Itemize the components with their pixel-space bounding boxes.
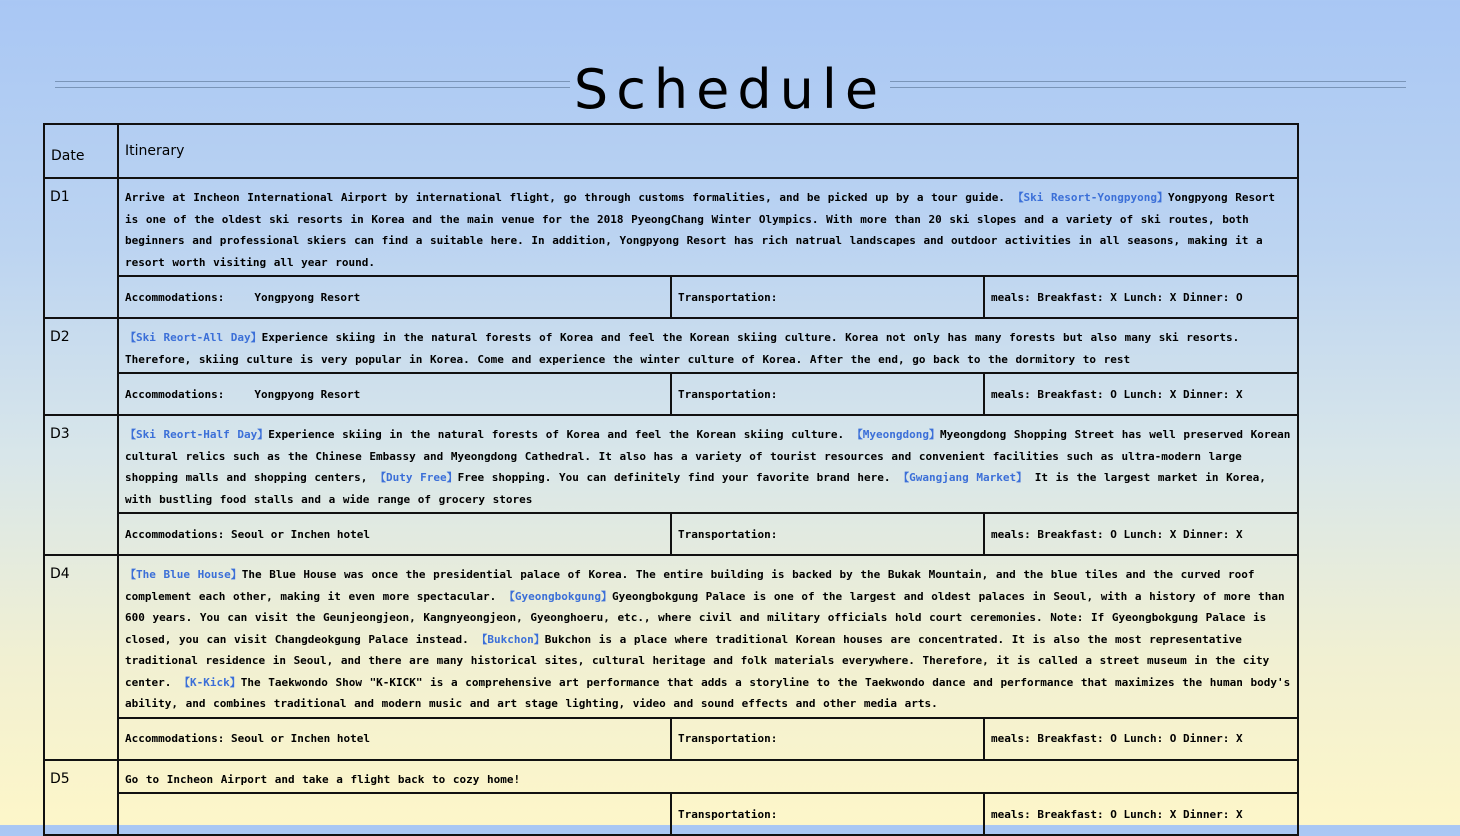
attraction-tag: 【Myeongdong】 [851,428,940,441]
meals-cell: meals: Breakfast: O Lunch: O Dinner: X [984,718,1298,760]
day-row [44,760,1298,794]
accommodation-cell [118,373,671,415]
day-row [44,178,1298,276]
itinerary-text: Arrive at Incheon International Airport by international flight, go through customs formalities, and be picked up by a tour guide. [125,191,1013,204]
details-row [44,276,1298,318]
itinerary-cell [118,760,1298,794]
accommodation-label: Accommodations: [125,527,225,541]
itinerary-text: It is the largest market in Korea, with bustling food stalls and a wide range of grocery stores [125,471,1266,506]
itinerary-text: Experience skiing in the natural forests of Korea and feel the Korean skiing culture. [268,428,852,441]
attraction-tag: 【Ski Reort-All Day】 [125,331,262,344]
itinerary-text: Go to Incheon Airport and take a flight back to cozy home! [125,772,521,786]
title-rule-left [55,81,570,88]
accommodation-cell [118,513,671,555]
details-row [44,718,1298,760]
itinerary-text: Experience skiing in the natural forests of Korea and feel the Korean skiing culture. Korea not only has many forests but also many ski resorts. Therefore, skiing culture is very popular in Korea. Come and experience the winter culture of Korea. After the end, go back to the dormitory to rest [125,331,1240,366]
accommodation-label: Accommodations: [125,387,225,401]
title-rule-right [890,81,1406,88]
accommodation-value: Seoul or Inchen hotel [230,527,371,541]
accommodation-value: Yongpyong Resort [254,387,361,401]
transportation-label: Transportation: [678,732,778,745]
attraction-tag: 【Ski Reort-Half Day】 [125,428,269,441]
details-row [44,793,1298,835]
details-row [44,373,1298,415]
attraction-tag: 【The Blue House】 [125,568,242,581]
transportation-label: Transportation: [678,527,778,541]
meals-cell: meals: Breakfast: X Lunch: X Dinner: O [984,276,1298,318]
transportation-cell [671,373,984,415]
attraction-tag: 【Bukchon】 [476,632,545,646]
itinerary-text: Gyeongbokgung Palace is one of the largest and oldest palaces in Seoul, with a history of more than 600 years. You can visit the Geunjeongjeon, Kangnyeongjeon, Gyeonghoeru, etc., where civil and military officials hold court ceremonies. Note: If Gyeongbokgung Palace is closed, you can visit Changdeokgung Palace instead. [125,589,1285,646]
itinerary-header: Itinerary [118,124,1298,178]
accommodation-label: Accommodations: [125,290,225,304]
itinerary-text: Yongpyong Resort is one of the oldest ski resorts in Korea and the main venue for the 2018 PyeongChang Winter Olympics. With more than 20 ski slopes and a variety of ski routes, both beginners and professional skiers can find a suitable here. In addition, Yongpyong Resort has rich natrual landscapes and outdoor activities in all seasons, making it a resort worth visiting all year round. [125,191,1275,269]
attraction-tag: 【Gwangjang Market】 [898,471,1028,484]
attraction-tag: 【Duty Free】 [375,471,458,484]
accommodation-cell [118,276,671,318]
day-label: D2 [44,318,118,415]
itinerary-cell [118,415,1298,513]
itinerary-cell [118,318,1298,373]
transportation-label: Transportation: [678,807,778,821]
meals-cell: meals: Breakfast: O Lunch: X Dinner: X [984,513,1298,555]
itinerary-text: The Blue House was once the presidential palace of Korea. The entire building is backed by the Bukak Mountain, and the blue tiles and the curved roof complement each other, making it even more spectacular. [125,568,1255,603]
itinerary-text: Myeongdong Shopping Street has well preserved Korean cultural relics such as the Chinese Embassy and Myeongdong Cathedral. It also has a variety of tourist resources and convenient facilities such as ultra-modern large shopping malls and shopping centers, [125,428,1291,484]
attraction-tag: 【Gyeongbokgung】 [503,589,612,603]
header-row [44,124,1298,178]
itinerary-text: The Taekwondo Show "K-KICK" is a comprehensive art performance that adds a storyline to the Taekwondo dance and performance that maximizes the human body's ability, and combines traditional and modern music and art stage lighting, video and sound effects and other media arts. [125,675,1291,710]
meals-cell: meals: Breakfast: O Lunch: X Dinner: X [984,793,1298,835]
transportation-label: Transportation: [678,387,778,401]
itinerary-cell [118,555,1298,718]
day-row [44,318,1298,373]
accommodation-label: Accommodations: [125,732,225,745]
meals-cell: meals: Breakfast: O Lunch: X Dinner: X [984,373,1298,415]
accommodation-value: Yongpyong Resort [254,290,361,304]
accommodation-value: Seoul or Inchen hotel [230,732,371,745]
page-title: Schedule [573,58,887,121]
itinerary-cell [118,178,1298,276]
itinerary-text: Free shopping. You can definitely find your favorite brand here. [457,471,899,484]
title-area [0,55,1460,125]
day-label: D1 [44,178,118,318]
day-label: D3 [44,415,118,555]
day-row [44,555,1298,718]
transportation-cell [671,718,984,760]
itinerary-text: Bukchon is a place where traditional Korean houses are concentrated. It is also the most representative traditional residence in Seoul, and there are many historical sites, cultural heritage and folk materials everywhere. Therefore, it is called a street museum in the city center. [125,632,1270,689]
day-row [44,415,1298,513]
accommodation-cell [118,718,671,760]
accommodation-cell [118,793,671,835]
attraction-tag: 【K-Kick】 [178,675,241,689]
transportation-cell [671,276,984,318]
day-label: D4 [44,555,118,760]
transportation-label: Transportation: [678,290,778,304]
attraction-tag: 【Ski Resort-Yongpyong】 [1012,191,1169,204]
date-header: Date [44,124,118,178]
schedule-table [43,123,1299,836]
day-label: D5 [44,760,118,836]
transportation-cell [671,513,984,555]
details-row [44,513,1298,555]
transportation-cell [671,793,984,835]
